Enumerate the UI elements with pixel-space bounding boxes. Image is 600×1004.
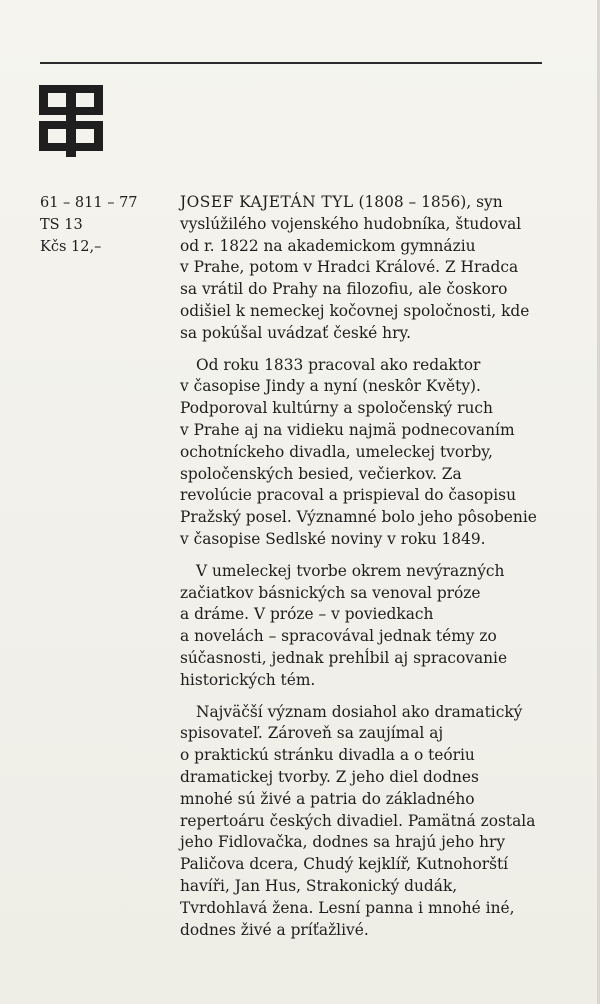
text-line: jeho Fidlovačka, dodnes sa hrajú jeho hry: [180, 833, 506, 852]
text-line: Od roku 1833 pracoval ako redaktor: [196, 355, 481, 374]
text-line: v Prahe aj na vidieku najmä podnecovaním: [180, 420, 515, 439]
catalog-price: Kčs 12,–: [40, 239, 102, 255]
text-line: revolúcie pracoval a prispieval do časopisu: [180, 486, 516, 505]
text-line: v časopise Sedlské noviny v roku 1849.: [180, 529, 486, 548]
author-dates: (1808 – 1856): [358, 193, 467, 211]
publisher-logo: [39, 85, 103, 157]
text-line: ochotníckeho divadla, umeleckej tvorby,: [180, 442, 493, 461]
text-line: dodnes živé a príťažlivé.: [180, 920, 369, 939]
text-line: Paličova dcera, Chudý kejklíř, Kutnohorští: [180, 855, 509, 874]
text-line: súčasnosti, jednak prehĺbil aj spracovanie: [180, 648, 508, 667]
text-line: spisovateľ. Zároveň sa zaujímal aj: [180, 724, 444, 743]
text-line: od r. 1822 na akademickom gymnáziu: [180, 236, 476, 255]
paragraph-2: [180, 355, 552, 551]
text-line: Pražský posel. Významné bolo jeho pôsobenie: [180, 508, 537, 527]
text-line: mnohé sú živé a patria do základného: [180, 789, 475, 808]
text-line: V umeleckej tvorbe okrem nevýrazných: [196, 561, 505, 580]
paragraph-4: [180, 702, 552, 942]
catalog-info: [40, 192, 170, 258]
text-line: vyslúžilého vojenského hudobníka, študoval: [180, 214, 522, 233]
text-line: spoločenských besied, večierkov. Za: [180, 464, 462, 483]
text-line: odišiel k nemeckej kočovnej spoločnosti, kde: [180, 301, 530, 320]
text-line: historických tém.: [180, 670, 316, 689]
text-line: v Prahe, potom v Hradci Králové. Z Hradca: [180, 258, 519, 277]
text-line: sa vrátil do Prahy na filozofiu, ale čoskoro: [180, 280, 508, 299]
catalog-code: 61 – 811 – 77: [40, 195, 138, 211]
text-line: havíři, Jan Hus, Strakonický dudák,: [180, 876, 458, 895]
text-line: Tvrdohlavá žena. Lesní panna i mnohé iné,: [180, 898, 515, 917]
paragraph-1: [180, 192, 552, 345]
text-line: Podporoval kultúrny a spoločenský ruch: [180, 399, 493, 418]
catalog-ts: TS 13: [40, 217, 83, 233]
text-line: JOSEF KAJETÁN TYL (1808 – 1856), syn: [180, 193, 503, 211]
author-biography: [180, 192, 552, 951]
author-name: JOSEF KAJETÁN TYL: [180, 193, 354, 211]
text-line: Najväčší význam dosiahol ako dramatický: [196, 702, 523, 721]
text-line: o praktickú stránku divadla a o teóriu: [180, 746, 475, 765]
text-line: sa pokúšal uvádzať české hry.: [180, 323, 411, 342]
paragraph-3: [180, 561, 552, 692]
text-line: začiatkov básnických sa venoval próze: [180, 583, 481, 602]
text-line: dramatickej tvorby. Z jeho diel dodnes: [180, 767, 479, 786]
text-line: a novelách – spracovával jednak témy zo: [180, 627, 497, 646]
text-line: repertoáru českých divadiel. Pamätná zostala: [180, 811, 536, 830]
top-rule: [40, 62, 542, 64]
text-line: v časopise Jindy a nyní (neskôr Květy).: [180, 377, 481, 396]
text-line: a dráme. V próze – v poviedkach: [180, 605, 434, 624]
